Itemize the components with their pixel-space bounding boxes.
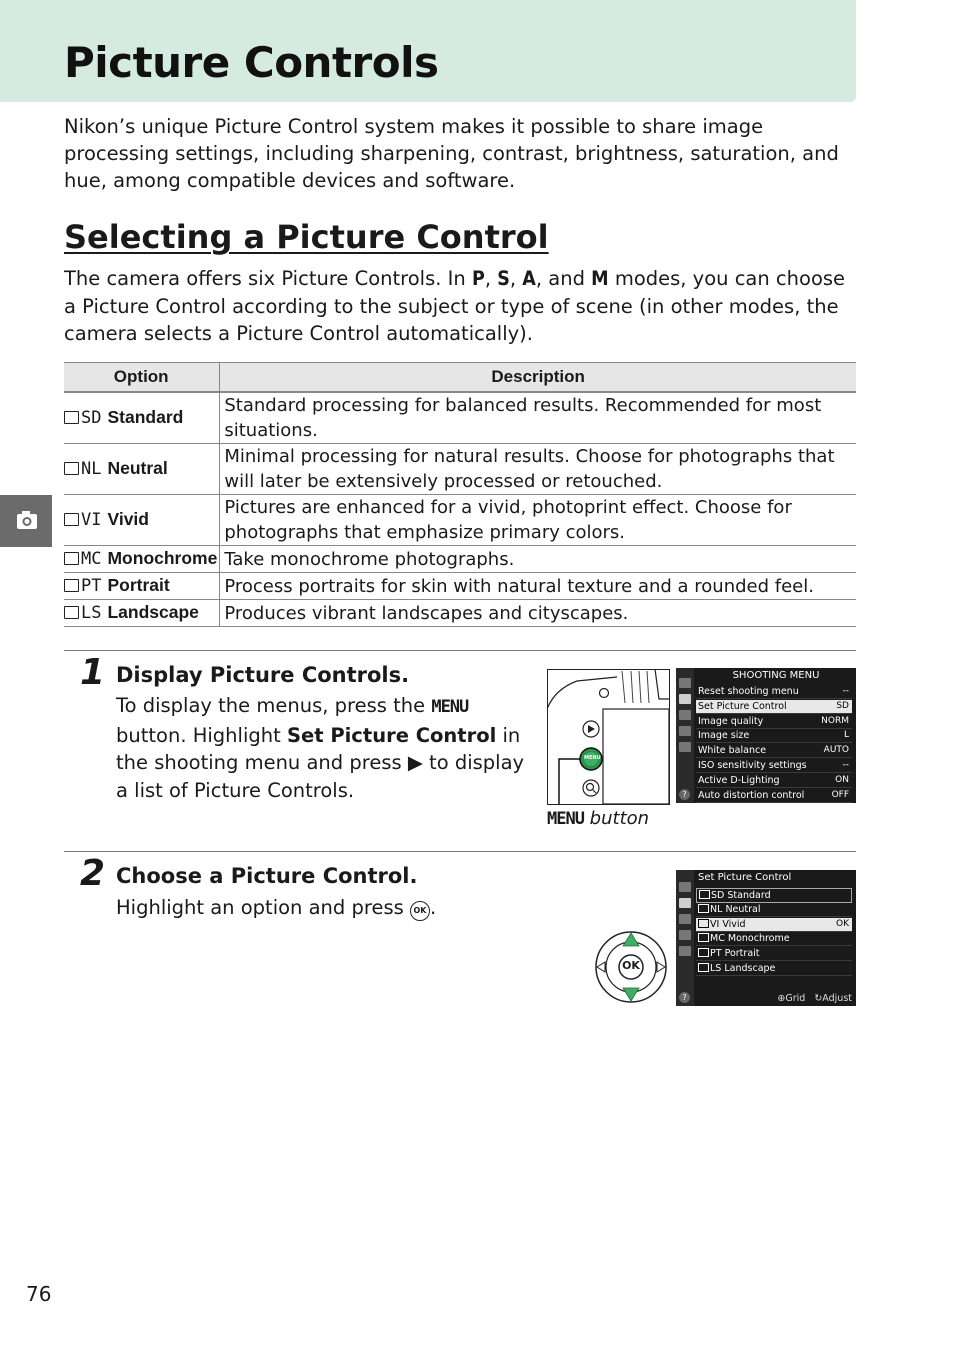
picture-control-icon <box>64 603 101 623</box>
description-cell: Minimal processing for natural results. Choose for photographs that will later be extensively processed or retouched. <box>220 444 856 495</box>
mode-p-label: P <box>471 267 485 290</box>
picture-control-label: Standard <box>727 890 771 901</box>
picture-control-icon <box>698 948 709 957</box>
picture-control-code: SD <box>711 890 725 901</box>
option-name: Monochrome <box>107 548 218 568</box>
picture-control-code: LS <box>710 963 722 974</box>
table-row <box>64 600 856 627</box>
help-icon: ? <box>679 992 690 1003</box>
picture-control-item[interactable] <box>696 888 852 903</box>
menu-item-value: NORM <box>821 715 849 726</box>
menu-item-label: Image size <box>698 730 750 742</box>
table-row <box>64 495 856 546</box>
step-1-title: Display Picture Controls. <box>116 663 410 687</box>
option-name: Landscape <box>107 602 199 622</box>
option-name: Vivid <box>107 509 149 529</box>
step-2-number: 2 <box>80 853 106 894</box>
recent-settings-icon <box>679 946 691 956</box>
table-row <box>64 392 856 444</box>
step-divider <box>64 650 856 651</box>
option-cell <box>64 444 220 495</box>
menu-item-label: Set Picture Control <box>698 700 787 712</box>
picture-control-item[interactable] <box>696 918 852 932</box>
menu-item[interactable] <box>696 759 852 773</box>
picture-control-icon <box>64 510 101 530</box>
step-2-text: Highlight an option and press <box>116 896 410 919</box>
menu-item-value: AUTO <box>823 745 849 756</box>
shooting-menu-header: SHOOTING MENU <box>732 670 820 681</box>
menu-item-label: Active D-Lighting <box>698 774 780 786</box>
option-cell <box>64 495 220 546</box>
menu-item-value: -- <box>842 686 849 696</box>
option-cell <box>64 546 220 573</box>
recent-settings-icon <box>679 742 691 752</box>
camera-back-illustration <box>547 669 671 805</box>
table-row <box>64 546 856 573</box>
shooting-menu-icon <box>679 898 691 908</box>
camera-menu-button: MENU <box>584 755 601 761</box>
menu-item[interactable] <box>696 744 852 758</box>
picture-control-label: Monochrome <box>727 933 790 945</box>
menu-item[interactable] <box>696 789 852 803</box>
page-title: Picture Controls <box>64 38 439 87</box>
separator: , <box>484 267 498 290</box>
intro-paragraph: Nikon’s unique Picture Control system makes it possible to share image processing settings, including sharpening, contrast, brightness, saturation, and hue, among compatible devices and software. <box>64 115 839 192</box>
title-band <box>0 0 856 102</box>
playback-menu-icon <box>679 678 691 688</box>
picture-control-icon <box>698 933 709 942</box>
option-name: Standard <box>107 407 184 427</box>
option-code: LS <box>81 603 102 623</box>
picture-control-code: NL <box>710 903 723 915</box>
menu-item[interactable] <box>696 685 852 699</box>
picture-control-item[interactable] <box>696 903 852 917</box>
picture-control-icon <box>699 890 710 899</box>
column-header-description: Description <box>220 363 856 393</box>
column-header-option: Option <box>64 363 220 393</box>
section-paragraph <box>64 265 856 348</box>
option-code: MC <box>81 549 102 569</box>
picture-control-icon <box>698 963 709 972</box>
dial-icon: ↻ <box>814 993 823 1004</box>
menu-item-value: SD <box>836 700 849 711</box>
picture-menu-header: Set Picture Control <box>698 872 792 883</box>
setup-menu-icon <box>679 710 691 720</box>
picture-control-code: PT <box>710 948 722 960</box>
option-cell <box>64 573 220 600</box>
menu-sidebar <box>676 668 694 803</box>
picture-control-icon <box>64 576 101 596</box>
picture-control-label: Neutral <box>725 903 761 915</box>
grid-label: Grid <box>785 993 806 1004</box>
option-name: Neutral <box>107 458 168 478</box>
picture-control-code: VI <box>710 918 720 930</box>
set-picture-control-label: Set Picture Control <box>286 723 497 747</box>
menu-item-label: Auto distortion control <box>698 789 805 801</box>
menu-item-label: White balance <box>698 745 767 757</box>
table-row <box>64 444 856 495</box>
step-2-body <box>116 894 536 922</box>
shooting-menu-screen <box>676 668 856 803</box>
step-1-text: to display a list of Picture Controls. <box>116 751 525 802</box>
retouch-menu-icon <box>679 726 691 736</box>
picture-control-icon <box>698 919 709 928</box>
picture-control-label: Landscape <box>724 963 776 974</box>
option-code: PT <box>81 576 102 596</box>
menu-item-value: L <box>843 730 849 741</box>
description-cell: Pictures are enhanced for a vivid, photoprint effect. Choose for photographs that emphasize primary colors. <box>220 495 856 546</box>
menu-button-label: MENU <box>431 697 469 717</box>
menu-button-caption <box>547 808 649 829</box>
menu-item[interactable] <box>696 700 852 714</box>
picture-control-item[interactable] <box>696 947 852 961</box>
caption-menu-label: MENU <box>547 809 584 829</box>
page-number: 76 <box>26 1282 52 1306</box>
option-name: Portrait <box>107 575 170 595</box>
picture-control-icon <box>64 459 101 479</box>
option-cell <box>64 600 220 627</box>
step-1-text: To display the menus, press the <box>116 694 432 717</box>
picture-control-icon <box>64 408 101 428</box>
step-2-title: Choose a Picture Control. <box>116 864 418 888</box>
picture-control-table <box>64 362 856 627</box>
picture-control-label: Vivid <box>722 918 746 930</box>
step-1-text: button. Highlight <box>116 723 287 747</box>
retouch-menu-icon <box>679 930 691 940</box>
menu-item[interactable] <box>696 729 852 743</box>
separator: , and <box>535 267 592 290</box>
picture-control-code: MC <box>710 933 725 945</box>
description-cell: Process portraits for skin with natural texture and a rounded feel. <box>220 573 856 600</box>
menu-item-value: OFF <box>831 789 849 800</box>
picture-control-value: OK <box>836 918 849 929</box>
caption-text: button <box>583 808 650 829</box>
step-2-text: . <box>429 896 437 919</box>
mode-s-label: S <box>497 267 510 290</box>
camera-icon <box>16 509 38 531</box>
shooting-menu-icon <box>679 694 691 704</box>
shooting-section-tab <box>0 495 52 547</box>
picture-control-icon <box>64 549 101 569</box>
help-icon: ? <box>679 789 690 800</box>
separator: , <box>509 267 523 290</box>
adjust-label: Adjust <box>822 993 852 1004</box>
option-code: NL <box>81 459 102 479</box>
step-1-number: 1 <box>80 652 106 693</box>
mode-a-label: A <box>522 267 536 290</box>
description-cell: Standard processing for balanced results. Recommended for most situations. <box>220 392 856 444</box>
picture-control-screen <box>676 870 856 1006</box>
menu-item-label: ISO sensitivity settings <box>698 760 807 771</box>
step-1-text: in the shooting menu and press <box>116 723 521 774</box>
step-1-body <box>116 692 536 804</box>
description-cell: Produces vibrant landscapes and cityscapes. <box>220 600 856 627</box>
picture-control-label: Portrait <box>724 948 760 960</box>
option-code: SD <box>81 408 102 428</box>
option-cell <box>64 392 220 444</box>
menu-item-value: -- <box>842 760 849 770</box>
menu-item[interactable] <box>696 715 852 729</box>
picture-control-item[interactable] <box>696 962 852 976</box>
dial-ok-label: OK <box>622 959 640 972</box>
menu-item-value: ON <box>835 774 849 785</box>
ok-button-icon: OK <box>410 901 430 921</box>
right-arrow-icon: ▶ <box>407 751 423 774</box>
description-cell: Take monochrome photographs. <box>220 546 856 573</box>
picture-menu-footer <box>777 993 852 1004</box>
setup-menu-icon <box>679 914 691 924</box>
table-row <box>64 573 856 600</box>
zoom-icon: ⊕ <box>777 993 786 1004</box>
playback-menu-icon <box>679 882 691 892</box>
menu-item-label: Image quality <box>698 715 764 727</box>
picture-control-item[interactable] <box>696 932 852 946</box>
menu-sidebar <box>676 870 694 1006</box>
option-code: VI <box>81 510 102 530</box>
section-heading: Selecting a Picture Control <box>64 218 549 256</box>
step-divider <box>64 851 856 852</box>
section-text-part: The camera offers six Picture Controls. In <box>64 267 472 290</box>
mode-m-label: M <box>591 267 609 290</box>
table-header-row <box>64 363 856 393</box>
menu-item-label: Reset shooting menu <box>698 686 799 697</box>
picture-control-icon <box>698 904 709 913</box>
menu-item[interactable] <box>696 774 852 788</box>
section-text-part: modes, you can choose a Picture Control according to the subject or type of scene (in other modes, the camera selects a Picture Control automatically). <box>64 267 846 345</box>
